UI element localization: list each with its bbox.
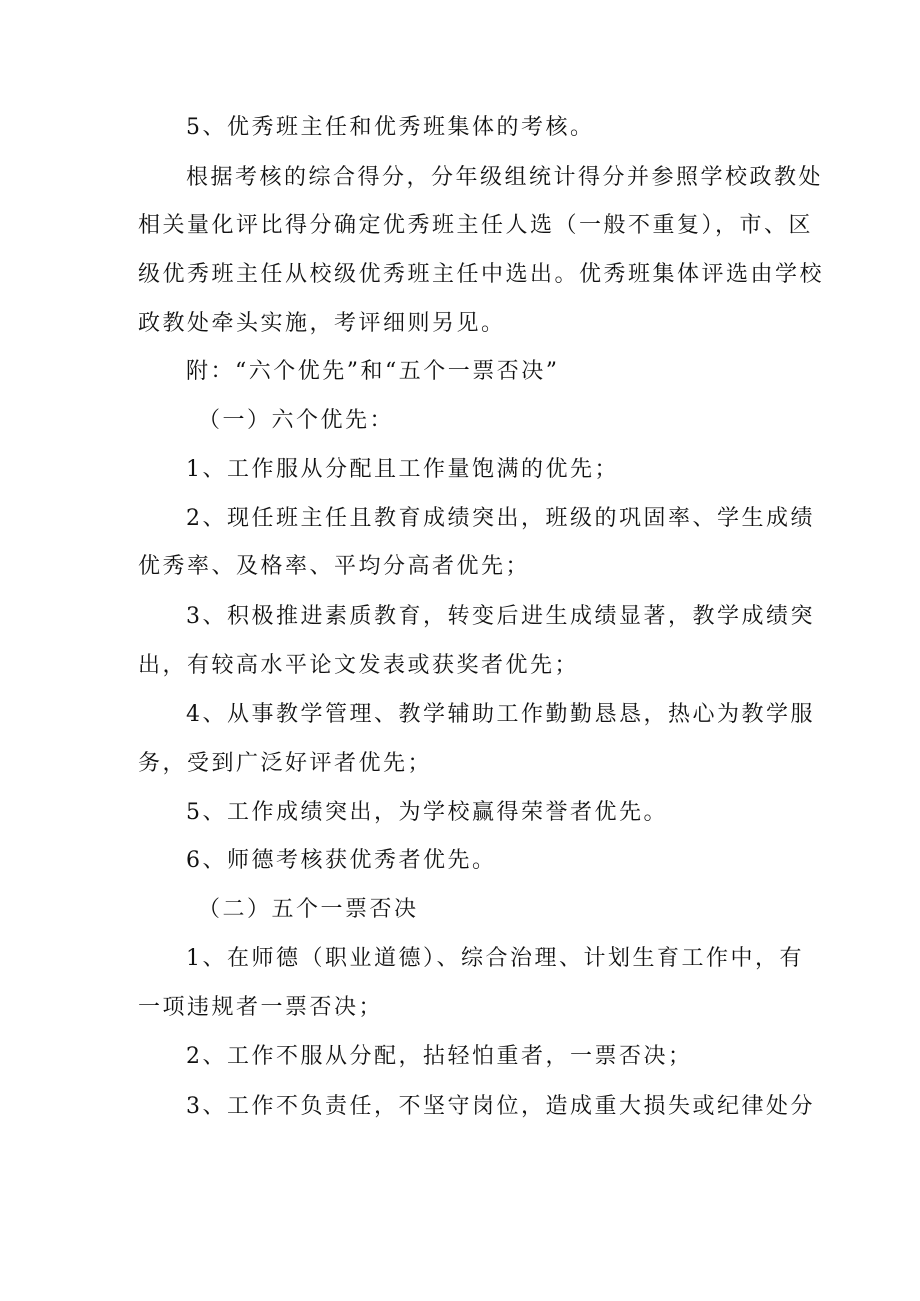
list-item: 4、从事教学管理、教学辅助工作勤勤恳恳，热心为教学服: [186, 702, 815, 727]
list-item: 2、现任班主任且教育成绩突出，班级的巩固率、学生成绩: [186, 506, 815, 531]
list-item-continuation: 务，受到广泛好评者优先；: [138, 751, 433, 776]
list-item-continuation: 一项违规者一票否决；: [138, 995, 384, 1020]
paragraph-line: 根据考核的综合得分，分年级组统计得分并参照学校政教处: [186, 165, 824, 190]
item-5-heading: 5、优秀班主任和优秀班集体的考核。: [186, 115, 595, 140]
list-item-continuation: 出，有较高水平论文发表或获奖者优先；: [138, 653, 580, 678]
list-item: 1、在师德（职业道德）、综合治理、计划生育工作中，有: [186, 946, 804, 971]
section-heading-two: （二）五个一票否决: [198, 897, 419, 922]
list-item: 3、积极推进素质教育，转变后进生成绩显著，教学成绩突: [186, 604, 815, 629]
paragraph-line: 政教处牵头实施，考评细则另见。: [138, 311, 506, 336]
list-item: 5、工作成绩突出，为学校赢得荣誉者优先。: [186, 800, 668, 825]
section-heading-one: （一）六个优先：: [198, 408, 395, 433]
list-item-continuation: 优秀率、及格率、平均分高者优先；: [138, 554, 531, 579]
paragraph-line: 级优秀班主任从校级优秀班主任中选出。优秀班集体评选由学校: [138, 262, 825, 287]
list-item: 6、师德考核获优秀者优先。: [186, 848, 497, 873]
list-item: 3、工作不负责任，不坚守岗位，造成重大损失或纪律处分: [186, 1094, 815, 1119]
paragraph-line: 相关量化评比得分确定优秀班主任人选（一般不重复），市、区: [138, 213, 814, 238]
list-item: 2、工作不服从分配，拈轻怕重者，一票否决；: [186, 1044, 693, 1069]
list-item: 1、工作服从分配且工作量饱满的优先；: [186, 457, 619, 482]
appendix-title: 附：“六个优先”和“五个一票否决”: [186, 359, 560, 384]
